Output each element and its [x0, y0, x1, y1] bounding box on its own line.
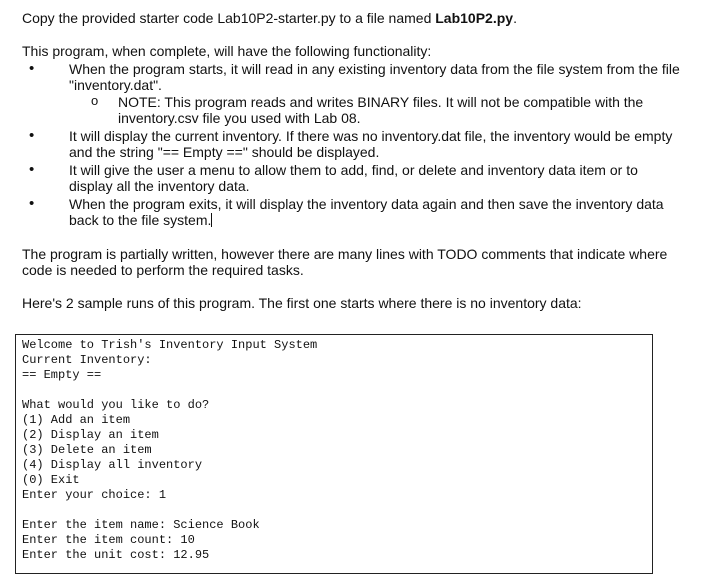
sample-intro: Here's 2 sample runs of this program. The first one starts where there is no inventory data: — [22, 295, 582, 311]
console-line: (2) Display an item — [22, 428, 159, 442]
console-line: (4) Display all inventory — [22, 458, 203, 472]
console-line: Current Inventory: — [22, 353, 152, 367]
console-line — [22, 383, 652, 398]
note-text: NOTE: This program reads and writes BINARY files. It will not be compatible with the inventory.csv file you used with Lab 08. — [118, 94, 644, 126]
console-line: Welcome to Trish's Inventory Input System — [22, 338, 318, 352]
list-item — [22, 61, 682, 126]
console-line: (0) Exit — [22, 473, 80, 487]
functionality-list — [22, 61, 682, 228]
functionality-intro: This program, when complete, will have the following functionality: — [22, 43, 432, 59]
bullet-text: It will give the user a menu to allow them to add, find, or delete and inventory data item or to display all the inventory data. — [69, 162, 638, 194]
console-line — [22, 503, 652, 518]
document-body — [22, 10, 682, 311]
list-item — [22, 162, 682, 194]
console-line: Enter the item name: Science Book — [22, 518, 260, 532]
console-line: == Empty == — [22, 368, 102, 382]
bullet-text: It will display the current inventory. If there was no inventory.dat file, the inventory would be empty and the string "== Empty ==" should be displayed. — [69, 128, 673, 160]
list-item — [22, 196, 682, 228]
sample-run-console — [15, 334, 653, 574]
console-line: (3) Delete an item — [22, 443, 152, 457]
console-line: Enter the item count: 10 — [22, 533, 195, 547]
console-line: Enter the unit cost: 12.95 — [22, 548, 210, 562]
text-cursor — [211, 213, 212, 227]
bullet-text: When the program exits, it will display the inventory data again and then save the inventory data back to the file system. — [69, 196, 664, 228]
intro-paragraph — [22, 10, 682, 26]
intro-suffix: . — [513, 10, 517, 26]
console-line: What would you like to do? — [22, 398, 210, 412]
intro-prefix: Copy the provided starter code Lab10P2-starter.py to a file named — [22, 10, 436, 26]
list-item — [22, 128, 682, 160]
sub-list — [69, 94, 682, 126]
bullet-text: When the program starts, it will read in any existing inventory data from the file system from the file "inventory.dat". — [69, 61, 680, 93]
console-line: (1) Add an item — [22, 413, 131, 427]
target-filename: Lab10P2.py — [435, 10, 514, 26]
partial-note: The program is partially written, however there are many lines with TODO comments that indicate where code is needed to perform the required tasks. — [22, 246, 668, 278]
sub-list-item — [69, 94, 682, 126]
console-line: Enter your choice: 1 — [22, 488, 167, 502]
